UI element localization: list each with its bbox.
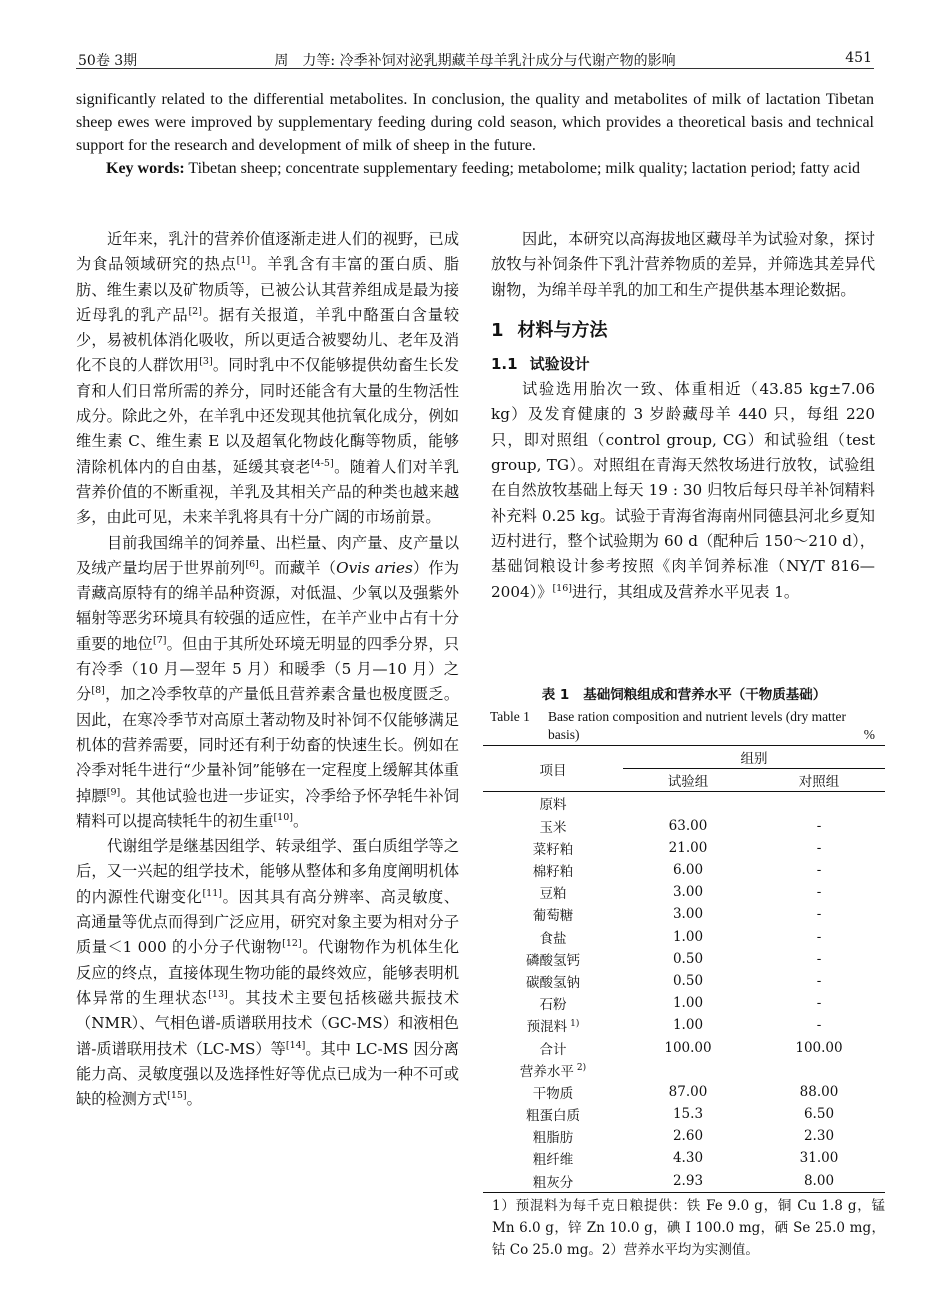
row-label: 营养水平 $^{2)}$: [519, 1063, 587, 1080]
row-label: 原料: [539, 797, 567, 814]
citation: [2]: [188, 305, 202, 317]
row-label: 菜籽粕: [532, 841, 574, 858]
citation: [11]: [202, 887, 222, 899]
cell-tg: 1.00: [672, 1017, 704, 1034]
abstract-continuation: significantly related to the differential metabolites. In conclusion, the quality and metabolites of milk of lactation Tibetan sheep ewes were improved by supplementary feeding during cold season, which provides a theoretical basis and technical support for the research and development of milk of sheep in the future.: [76, 91, 874, 154]
table-footnote: 1）预混料为每千克日粮提供：铁 Fe 9.0 g，铜 Cu 1.8 g，锰 Mn 6.0 g，锌 Zn 10.0 g，碘 I 100.0 mg，硒 Se 25.0 mg，钴 Co 25.0 mg。2）营养水平均为实测值。: [492, 1197, 885, 1258]
cell-tg: 4.30: [672, 1150, 704, 1167]
keywords-text: Tibetan sheep; concentrate supplementary feeding; metabolome; milk quality; lactation period; fatty acid: [188, 160, 861, 177]
citation: [10]: [273, 811, 293, 823]
col-header-item: 项目: [483, 746, 623, 792]
row-label: 粗灰分: [483, 1170, 623, 1193]
table-row: [483, 1081, 885, 1103]
row-label: 豆粕: [539, 886, 567, 903]
table-row: [483, 1170, 885, 1193]
cell-cg: 8.00: [753, 1170, 885, 1193]
row-label: 棉籽粕: [532, 864, 574, 881]
intro-paragraph-2: 目前我国绵羊的饲养量、出栏量、肉产量、皮产量以及绒产量均居于世界前列[6]。而藏羊（Ovis aries）作为青藏高原特有的绵羊品种资源，对低温、少氧以及强紫外辐射等恶劣环境具有较强的适应性，在羊产业中占有十分重要的地位[7]。但由于其所处环境无明显的四季分界，只有冷季（10 月—翌年 5 月）和暖季（5 月—10 月）之分[8]，加之冷季牧草的产量低且营养素含量也极度匮乏。因此，在寒冷季节对高原土著动物及时补饲不仅能够满足机体的营养需要，同时还有利于幼畜的快速生长。例如在冷季对牦牛进行“少量补饲”能够在一定程度上缓解其体重掉膘[9]。其他试验也进一步证实，冷季给予怀孕牦牛补饲精料可以提高犊牦牛的初生重[10]。: [76, 533, 460, 830]
keywords-line: [76, 157, 874, 180]
cell-cg: -: [816, 862, 822, 879]
cell-tg: 63.00: [668, 817, 708, 834]
cell-cg: [753, 792, 885, 815]
col-header-cg: 对照组: [753, 769, 885, 792]
row-label: 粗蛋白质: [526, 1108, 580, 1125]
citation: [7]: [153, 634, 167, 646]
citation: [16]: [552, 582, 572, 594]
volume-issue: 50卷 3期: [78, 53, 138, 69]
cell-tg: [623, 792, 753, 815]
cell-tg: 1.00: [672, 928, 704, 945]
table-title-en: Table 1 Base ration composition and nutrient levels (dry matter basis) %: [490, 709, 875, 742]
cell-tg: 100.00: [664, 1039, 712, 1056]
row-label: 食盐: [539, 930, 567, 947]
row-label: 粗脂肪: [532, 1130, 574, 1147]
table-row: [483, 1103, 885, 1125]
cell-tg: 87.00: [668, 1083, 708, 1100]
section-heading-1-1: 1.1 试验设计: [491, 355, 590, 374]
table-row: [483, 815, 885, 837]
cell-tg: 3.00: [672, 884, 704, 901]
intro-paragraph-4: 因此，本研究以高海拔地区藏母羊为试验对象，探讨放牧与补饲条件下乳汁营养物质的差异，并筛选其差异代谢物，为绵羊母羊乳的加工和生产提供基本理论数据。: [491, 230, 875, 299]
citation: [12]: [282, 938, 302, 950]
table-row: [483, 970, 885, 992]
header-rule: [76, 68, 874, 69]
right-column: [491, 227, 875, 605]
cell-tg: 1.00: [672, 995, 704, 1012]
english-abstract: [76, 88, 874, 180]
citation: [3]: [199, 356, 213, 368]
table-row: [483, 792, 885, 815]
cell-cg: [753, 1059, 885, 1081]
intro-paragraph-1: 近年来，乳汁的营养价值逐渐走进人们的视野，已成为食品领域研究的热点[1]。羊乳含有丰富的蛋白质、脂肪、维生素以及矿物质等，已被公认其营养组成是最为接近母乳的乳产品[2]。据有关报道，羊乳中酪蛋白含量较少，易被机体消化吸收，所以更适合被婴幼儿、老年及消化不良的人群饮用[3]。同时乳中不仅能够提供幼畜生长发育和人们日常所需的养分，同时还能含有大量的生物活性成分。除此之外，在羊乳中还发现其他抗氧化成分，例如维生素 C、维生素 E 以及超氧化物歧化酶等物质，能够清除机体内的自由基，延缓其衰老[4-5]。随着人们对羊乳营养价值的不断重视，羊乳及其相关产品的种类也越来越多，由此可见，未来羊乳将具有十分广阔的市场前景。: [76, 230, 460, 527]
cell-cg: 31.00: [799, 1150, 839, 1167]
table-row: [483, 881, 885, 903]
table-row: [483, 903, 885, 925]
table-1: [483, 685, 885, 1261]
row-label: 玉米: [539, 819, 567, 836]
cell-cg: -: [816, 817, 822, 834]
cell-cg: -: [816, 906, 822, 923]
row-label: 粗纤维: [532, 1152, 574, 1169]
row-label: 合计: [539, 1041, 567, 1058]
citation: [14]: [285, 1039, 306, 1051]
citation: [9]: [106, 786, 121, 798]
intro-paragraph-3: 代谢组学是继基因组学、转录组学、蛋白质组学等之后，又一兴起的组学技术，能够从整体和多角度阐明机体的内源性代谢变化[11]。因其具有高分辨率、高灵敏度、高通量等优点而得到广泛应用，研究对象主要为相对分子质量＜1 000 的小分子代谢物[12]。代谢物作为机体生化反应的终点，直接体现生物功能的最终效应，能够表明机体异常的生理状态[13]。其技术主要包括核磁共振技术（NMR）、气相色谱-质谱联用技术（GC-MS）和液相色谱-质谱联用技术（LC-MS）等[14]。其中 LC-MS 因分离能力高、灵敏度强以及选择性好等优点已成为一种不可或缺的检测方式[15]。: [76, 837, 460, 1109]
cell-cg: -: [816, 950, 822, 967]
cell-cg: -: [816, 995, 822, 1012]
table-row: [483, 948, 885, 970]
cell-cg: -: [816, 1017, 822, 1034]
cell-cg: 2.30: [803, 1128, 835, 1145]
cell-cg: -: [816, 839, 822, 856]
table-row: [483, 992, 885, 1014]
row-label: 磷酸氢钙: [526, 952, 580, 969]
citation: [6]: [245, 558, 259, 570]
row-label: 石粉: [539, 997, 567, 1014]
cell-cg: -: [816, 928, 822, 945]
latin-name: Ovis aries: [336, 558, 413, 577]
table-row: [483, 859, 885, 881]
citation: [1]: [236, 255, 251, 267]
row-label: 干物质: [532, 1085, 574, 1102]
col-header-tg: 试验组: [623, 769, 753, 792]
citation: [13]: [208, 988, 228, 1000]
table-row: [483, 1147, 885, 1169]
cell-cg: -: [816, 884, 822, 901]
row-label: 预混料 $^{1)}$: [526, 1018, 580, 1036]
cell-tg: 15.3: [672, 1106, 704, 1123]
citation: [4-5]: [310, 457, 334, 469]
col-header-group: 组别: [623, 746, 885, 769]
cell-tg: 3.00: [672, 906, 704, 923]
cell-tg: 2.60: [672, 1128, 704, 1145]
table-row: [483, 926, 885, 948]
cell-tg: 0.50: [672, 950, 704, 967]
table-row: [483, 1125, 885, 1147]
table-row: [483, 1059, 885, 1081]
running-header: [76, 44, 874, 68]
cell-tg: [623, 1059, 753, 1081]
citation: [8]: [91, 685, 105, 697]
cell-tg: 6.00: [672, 862, 704, 879]
running-title: 周 力等: 冷季补饲对泌乳期藏羊母羊乳汁成分与代谢产物的影响: [274, 53, 676, 69]
table-unit: %: [863, 727, 875, 742]
cell-cg: 6.50: [803, 1106, 835, 1123]
row-label: 葡萄糖: [532, 908, 574, 925]
citation: [15]: [167, 1090, 187, 1102]
page-number: 451: [845, 50, 872, 66]
table-row: [483, 1014, 885, 1036]
section-heading-1: 1 材料与方法: [491, 319, 608, 341]
ration-table: [483, 745, 885, 1193]
row-label: 碳酸氢钠: [526, 974, 580, 991]
cell-tg: 0.50: [672, 972, 704, 989]
cell-cg: -: [816, 972, 822, 989]
table-row: [483, 1036, 885, 1058]
cell-cg: 100.00: [795, 1039, 843, 1056]
keywords-label: Key words:: [106, 160, 185, 177]
cell-tg: 21.00: [668, 839, 708, 856]
footnote-marker: 2): [576, 1063, 587, 1074]
cell-cg: 88.00: [799, 1083, 839, 1100]
table-row: [483, 837, 885, 859]
table-title-cn: 表 1 基础饲粮组成和营养水平（干物质基础）: [541, 687, 827, 703]
design-paragraph: 试验选用胎次一致、体重相近（43.85 kg±7.06 kg）及发育健康的 3 岁龄藏母羊 440 只，每组 220 只，即对照组（control group, CG）和试验组（test group, TG）。对照组在青海天然牧场进行放牧，试验组在自然放牧基础上每天 19 : 30 归牧后每只母羊补饲精料补充料 0.25 kg。试验于青海省海南州同德县河北乡夏知迈村进行，整个试验期为 60 d（配种后 150～210 d），基础饲粮设计参考按照《肉羊饲养标准（NY/T 816—2004）》[16]进行，其组成及营养水平见表 1。: [491, 380, 875, 601]
footnote-marker: 1): [570, 1018, 580, 1029]
left-column: [76, 227, 459, 1112]
cell-tg: 2.93: [623, 1170, 753, 1193]
